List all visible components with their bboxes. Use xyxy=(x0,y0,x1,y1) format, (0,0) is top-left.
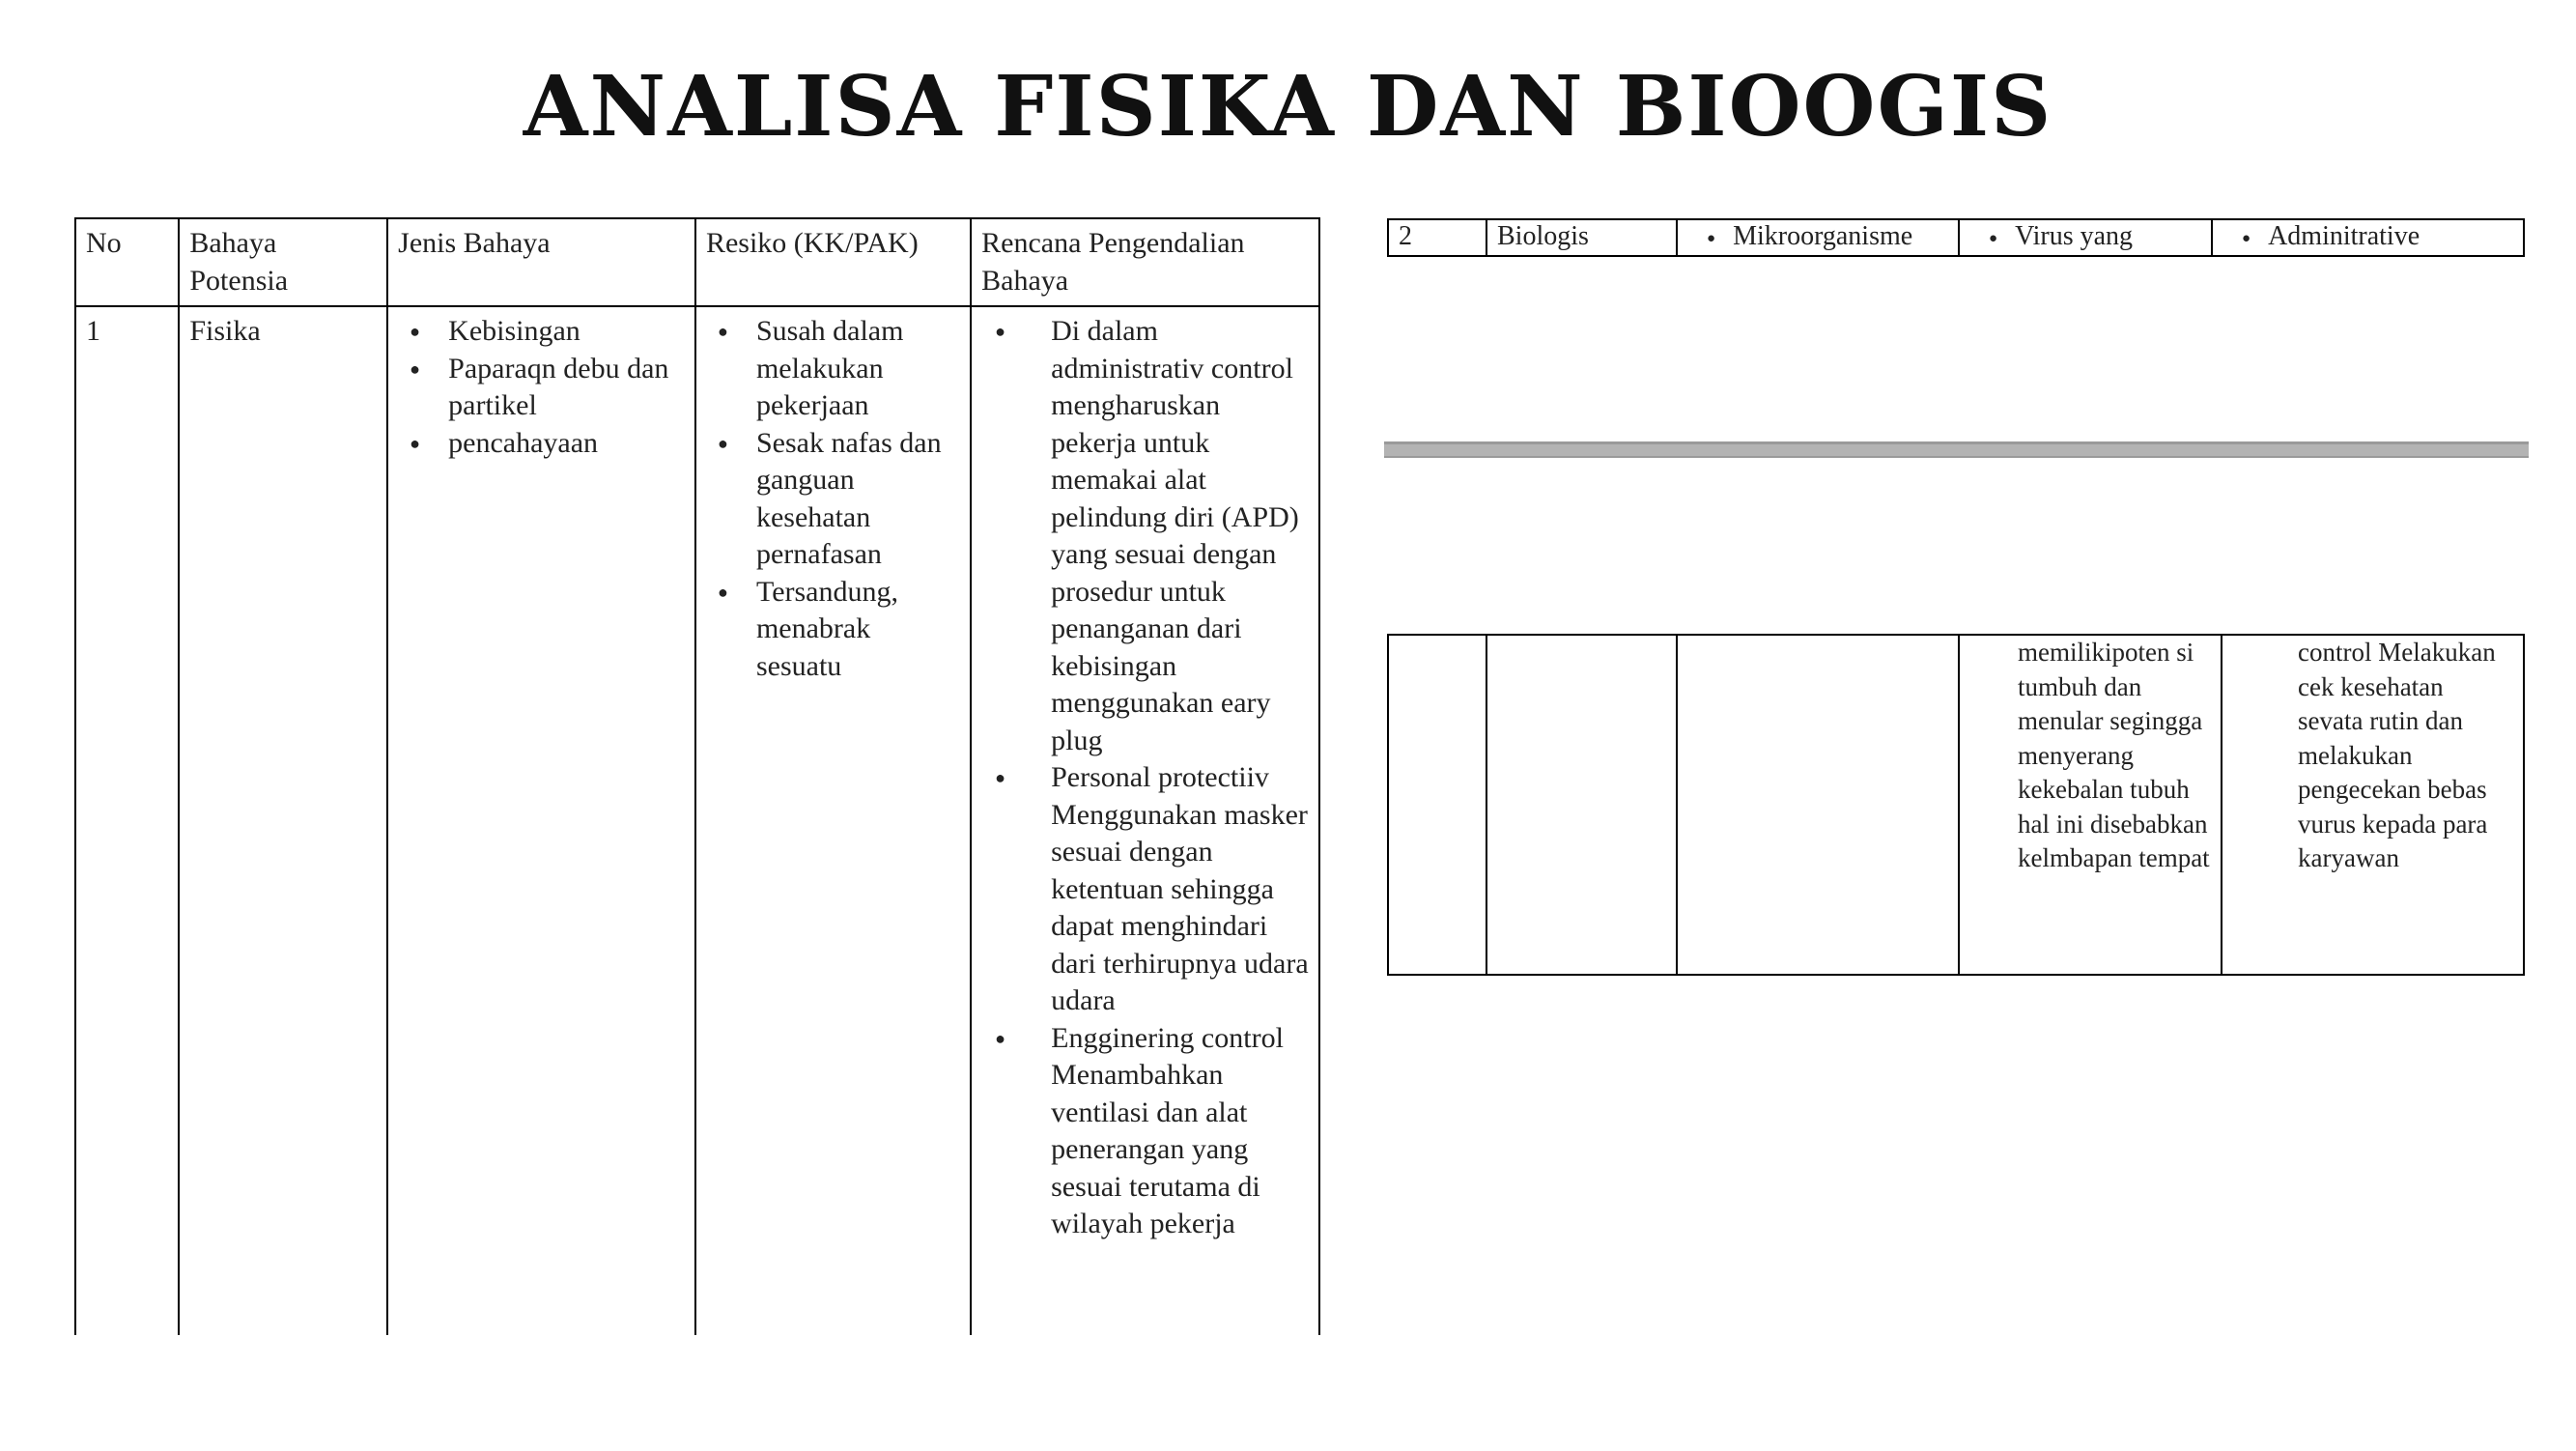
list-item: ● Di dalam administrativ control mengharuskan pekerja untuk memakai alat pelindung diri (APD) yang sesuai dengan prosedur untuk penanganan dari kebisingan menggunakan eary plug xyxy=(981,313,1309,759)
header-jenis-bahaya: Jenis Bahaya xyxy=(387,218,695,306)
list-item: ● pencahayaan xyxy=(398,425,685,463)
hazard-table-biological-header xyxy=(1387,218,2525,257)
table-row xyxy=(1388,635,2524,975)
cell-no: 2 xyxy=(1388,219,1486,256)
list-item: ● Susah dalam melakukan pekerjaan xyxy=(706,313,960,425)
list-item: ● Mikroorganisme xyxy=(1707,222,1912,253)
list-item: ● Paparaqn debu dan partikel xyxy=(398,351,685,425)
table-row xyxy=(1388,219,2524,256)
cell-rencana xyxy=(2212,219,2524,256)
cell-no xyxy=(1388,635,1486,975)
table-header-row xyxy=(75,218,1319,306)
cell-jenis xyxy=(1677,635,1959,975)
cell-bahaya: Fisika xyxy=(179,306,387,1381)
cell-bahaya: Biologis xyxy=(1486,219,1677,256)
cell-rencana: control Melakukan cek kesehatan sevata rutin dan melakukan pengecekan bebas vurus kepada para karyawan xyxy=(2222,635,2524,975)
header-resiko: Resiko (KK/PAK) xyxy=(695,218,971,306)
list-item: ● Sesak nafas dan ganguan kesehatan pernafasan xyxy=(706,425,960,574)
list-item: ● Tersandung, menabrak sesuatu xyxy=(706,574,960,686)
cell-jenis xyxy=(387,306,695,1381)
cell-jenis xyxy=(1677,219,1959,256)
page-break-divider xyxy=(1384,441,2529,458)
list-item: ● Kebisingan xyxy=(398,313,685,351)
cell-no: 1 xyxy=(75,306,179,1381)
list-item: ● Adminitrative xyxy=(2242,222,2420,253)
hazard-table-biological-continued xyxy=(1387,634,2525,976)
cell-bahaya xyxy=(1486,635,1677,975)
cell-resiko xyxy=(695,306,971,1381)
hazard-table-physical xyxy=(74,217,1320,1381)
list-item: ● Virus yang xyxy=(1989,222,2133,253)
cell-resiko: memilikipoten si tumbuh dan menular segingga menyerang kekebalan tubuh hal ini disebabkan kelmbapan tempat xyxy=(1959,635,2222,975)
header-bahaya-potensia: Bahaya Potensia xyxy=(179,218,387,306)
header-rencana: Rencana Pengendalian Bahaya xyxy=(971,218,1319,306)
page-title: ANALISA FISIKA DAN BIOOGIS xyxy=(523,58,2053,156)
list-item: ● Engginering control Menambahkan ventilasi dan alat penerangan yang sesuai terutama di wilayah pekerja xyxy=(981,1020,1309,1243)
list-item: ● Personal protectiiv Menggunakan masker sesuai dengan ketentuan sehingga dapat menghindari dari terhirupnya udara udara xyxy=(981,759,1309,1020)
table-row xyxy=(75,306,1319,1381)
cell-rencana xyxy=(971,306,1319,1381)
header-no: No xyxy=(75,218,179,306)
cell-resiko xyxy=(1959,219,2212,256)
page-crop-mask xyxy=(68,1335,1343,1451)
